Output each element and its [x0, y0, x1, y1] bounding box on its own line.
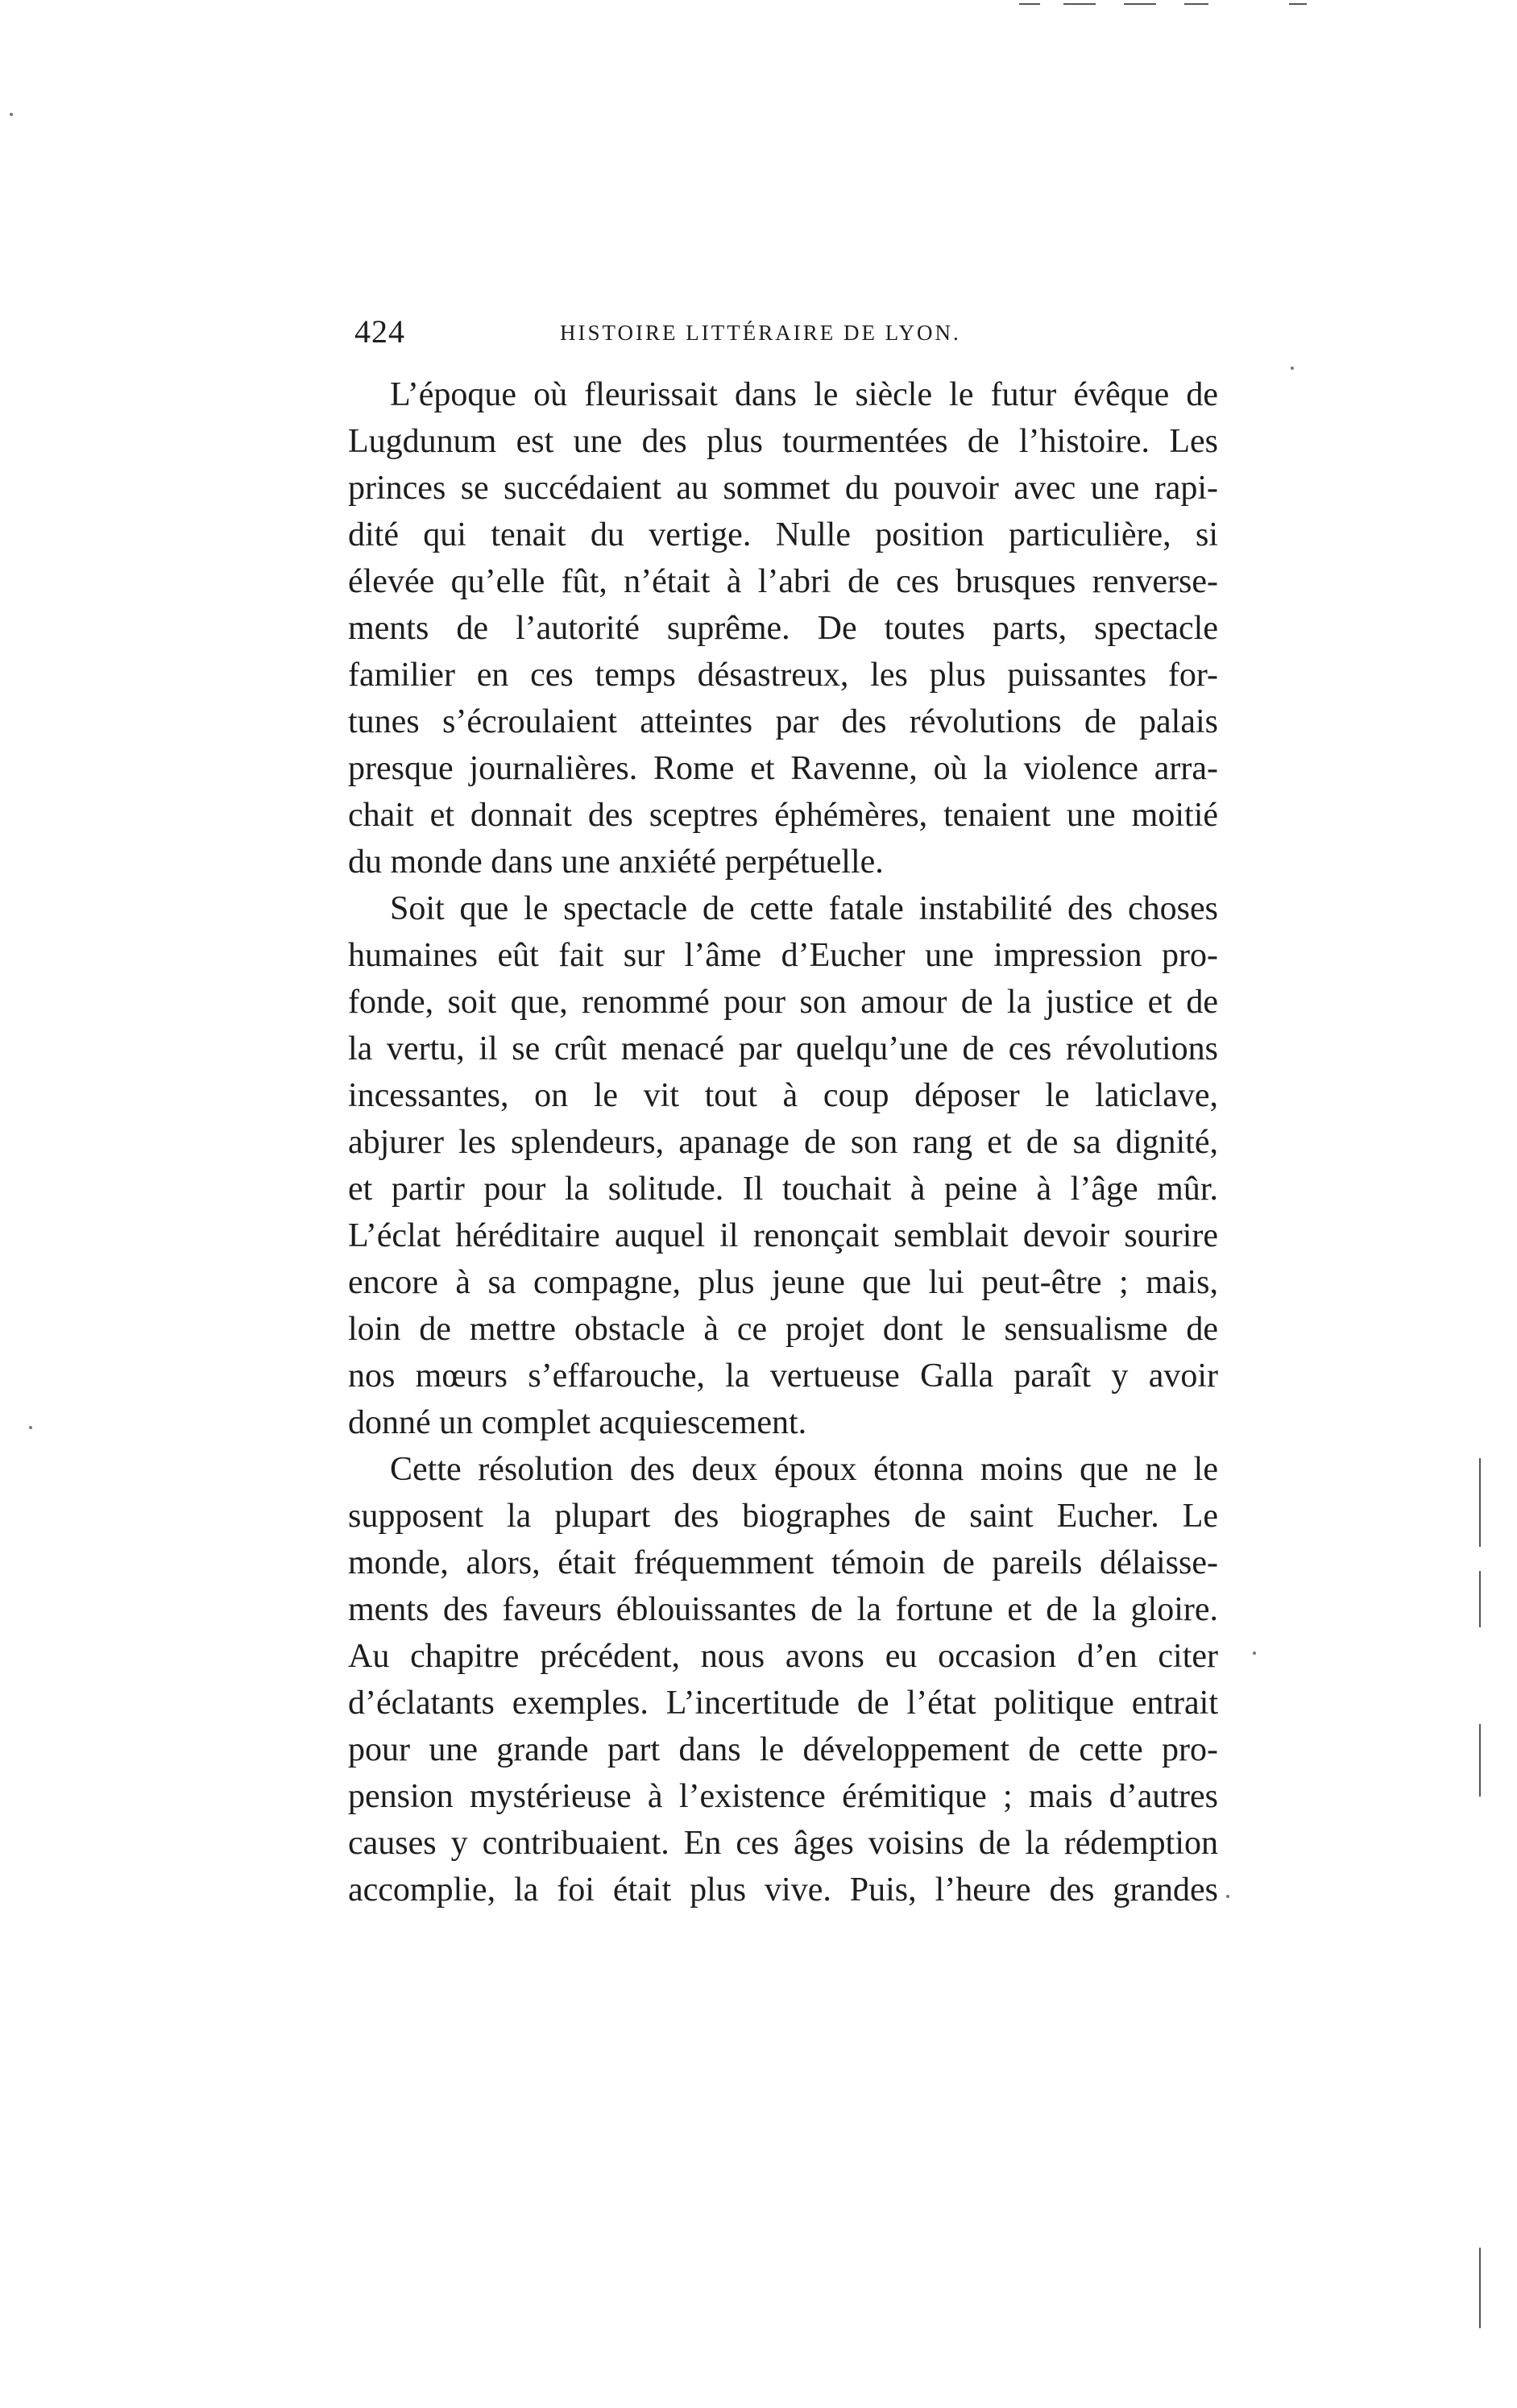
- scan-mark-top-1: [1019, 3, 1040, 5]
- text-line: d’éclatants exemples. L’incertitude de l’état politique entrait: [348, 1685, 1218, 1722]
- text-line: élevée qu’elle fût, n’était à l’abri de ces brusques renverse-: [348, 563, 1218, 600]
- scan-mark-top-5: [1289, 3, 1307, 5]
- text-line: encore à sa compagne, plus jeune que lui peut-être ; mais,: [348, 1264, 1218, 1301]
- text-line: pour une grande part dans le développement de cette pro-: [348, 1731, 1218, 1768]
- text-line: donné un complet acquiescement.: [348, 1404, 807, 1441]
- scan-mark-top-4: [1184, 3, 1208, 5]
- scan-speck-1: [1291, 367, 1294, 370]
- text-line: chait et donnait des sceptres éphémères, tenaient une moitié: [348, 797, 1218, 834]
- running-title: HISTOIRE LITTÉRAIRE DE LYON.: [560, 321, 961, 345]
- scan-speck-4: [10, 113, 13, 116]
- text-line: du monde dans une anxiété perpétuelle.: [348, 843, 884, 881]
- text-line: familier en ces temps désastreux, les plus puissantes for-: [348, 657, 1218, 694]
- text-line: accomplie, la foi était plus vive. Puis, l’heure des grandes: [348, 1871, 1218, 1909]
- text-line: la vertu, il se crût menacé par quelqu’une de ces révolutions: [348, 1030, 1218, 1067]
- text-line: presque journalières. Rome et Ravenne, où la violence arra-: [348, 750, 1218, 787]
- text-line: Lugdunum est une des plus tourmentées de l’histoire. Les: [348, 423, 1218, 460]
- scan-mark-top-3: [1124, 3, 1156, 5]
- text-line: incessantes, on le vit tout à coup déposer le laticlave,: [348, 1077, 1218, 1114]
- text-line: supposent la plupart des biographes de saint Eucher. Le: [348, 1498, 1218, 1535]
- text-line: dité qui tenait du vertige. Nulle position particulière, si: [348, 516, 1218, 553]
- scan-speck-3: [1226, 1895, 1229, 1898]
- text-line: loin de mettre obstacle à ce projet dont le sensualisme de: [348, 1311, 1218, 1348]
- text-line: L’époque où fleurissait dans le siècle le futur évêque de: [390, 376, 1218, 413]
- text-line: abjurer les splendeurs, apanage de son rang et de sa dignité,: [348, 1124, 1218, 1161]
- text-line: nos mœurs s’effarouche, la vertueuse Galla paraît y avoir: [348, 1357, 1218, 1395]
- text-line: Au chapitre précédent, nous avons eu occasion d’en citer: [348, 1638, 1218, 1675]
- scan-speck-2: [1253, 1652, 1256, 1655]
- text-line: Cette résolution des deux époux étonna moins que ne le: [390, 1451, 1218, 1488]
- text-line: monde, alors, était fréquemment témoin de pareils délaisse-: [348, 1544, 1218, 1581]
- text-line: Soit que le spectacle de cette fatale instabilité des choses: [390, 890, 1218, 927]
- text-line: humaines eût fait sur l’âme d’Eucher une impression pro-: [348, 937, 1218, 974]
- scan-mark-right-1: [1479, 1458, 1481, 1547]
- text-line: et partir pour la solitude. Il touchait à peine à l’âge mûr.: [348, 1171, 1218, 1208]
- page-header: [354, 313, 1241, 361]
- page-number: 424: [354, 313, 405, 350]
- text-line: ments des faveurs éblouissantes de la fortune et de la gloire.: [348, 1591, 1218, 1628]
- text-line: princes se succédaient au sommet du pouvoir avec une rapi-: [348, 470, 1218, 507]
- text-line: tunes s’écroulaient atteintes par des révolutions de palais: [348, 703, 1218, 740]
- scan-mark-right-4: [1479, 2248, 1481, 2328]
- text-line: ments de l’autorité suprême. De toutes parts, spectacle: [348, 610, 1218, 647]
- text-line: causes y contribuaient. En ces âges voisins de la rédemption: [348, 1825, 1218, 1862]
- text-line: pension mystérieuse à l’existence érémitique ; mais d’autres: [348, 1778, 1218, 1815]
- body-text: [348, 372, 1218, 1909]
- scan-speck-5: [29, 1426, 32, 1429]
- scan-mark-right-2: [1479, 1571, 1481, 1627]
- text-line: fonde, soit que, renommé pour son amour de la justice et de: [348, 984, 1218, 1021]
- scan-mark-top-2: [1063, 3, 1096, 5]
- text-line: L’éclat héréditaire auquel il renonçait semblait devoir sourire: [348, 1217, 1218, 1254]
- scan-mark-right-3: [1479, 1724, 1481, 1797]
